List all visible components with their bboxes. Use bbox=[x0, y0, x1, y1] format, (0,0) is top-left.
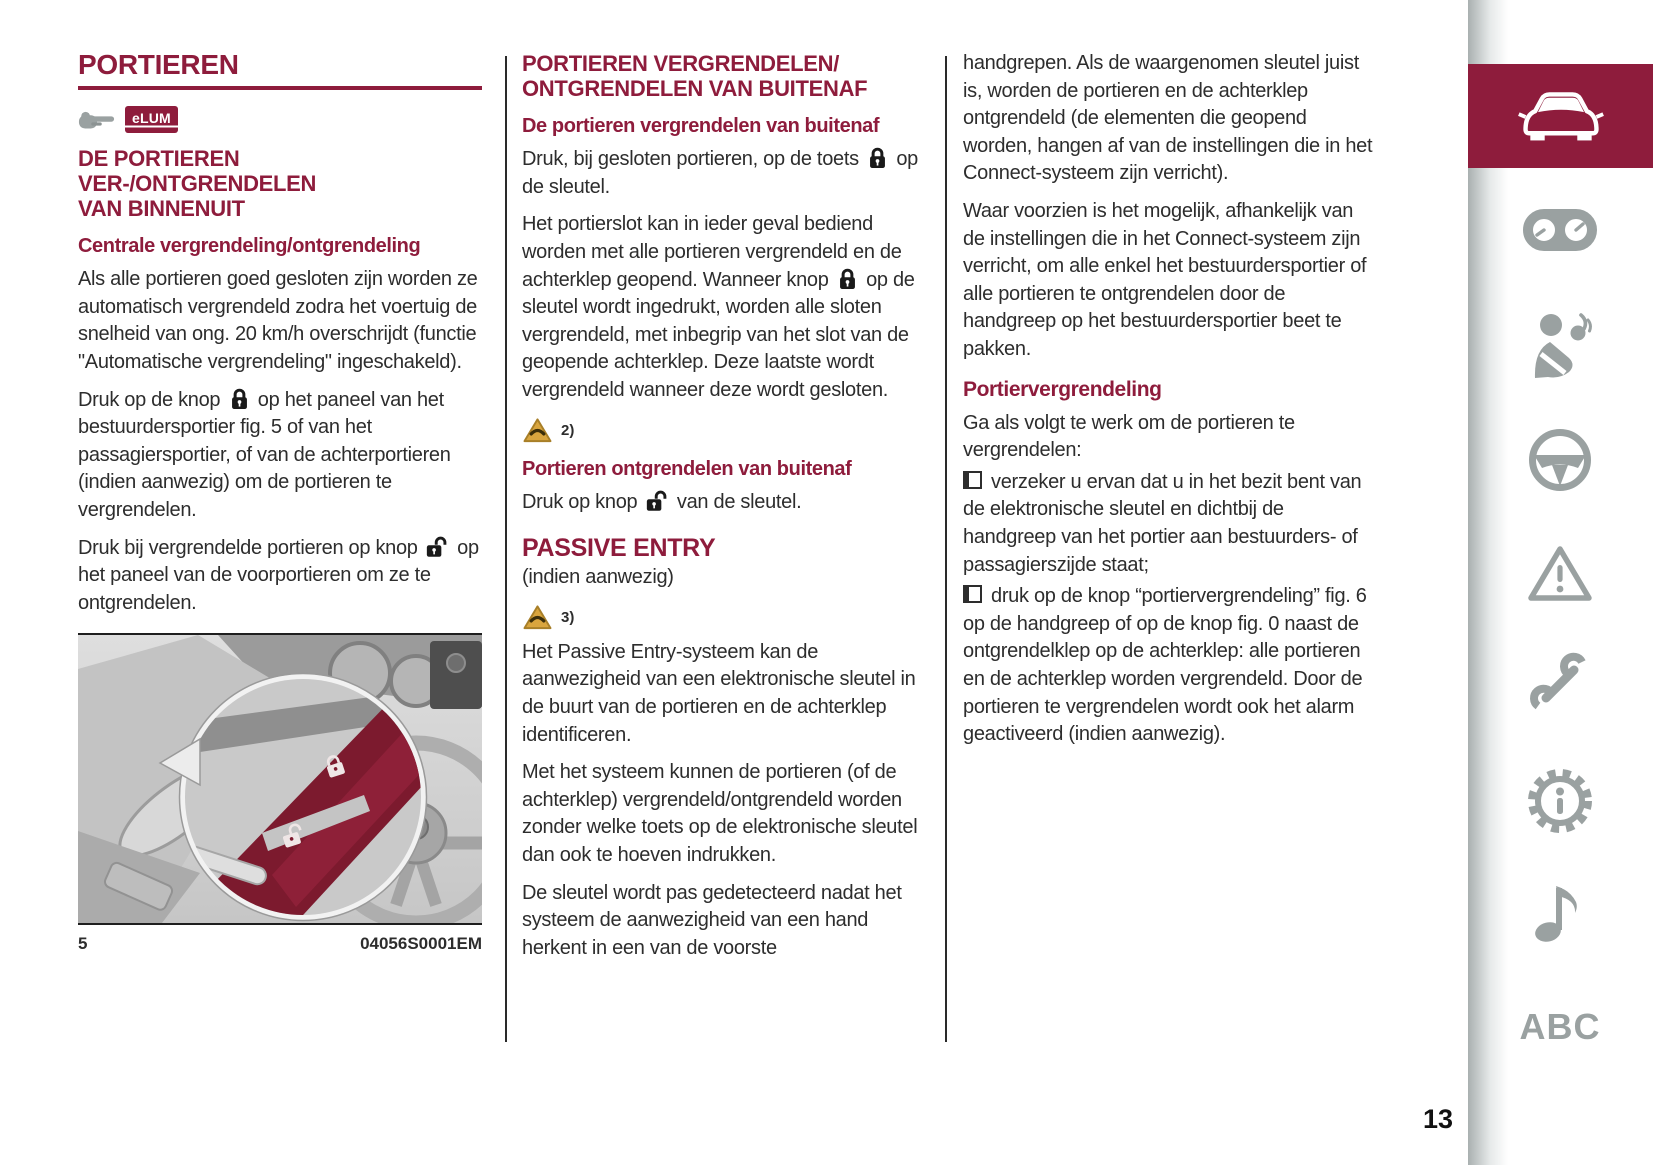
sidebar-item-steering-driving-section[interactable] bbox=[1512, 428, 1608, 492]
sidebar-item-warning-emergency-section[interactable] bbox=[1512, 544, 1608, 604]
paragraph: Druk, bij gesloten portieren, op de toets op de sleutel. bbox=[522, 148, 918, 198]
sidebar-item-airbag-safety-section[interactable] bbox=[1512, 312, 1608, 378]
passive-entry-subtitle: (indien aanwezig) bbox=[522, 566, 674, 589]
paragraph: Als alle portieren goed gesloten zijn worden ze automatisch vergrendeld zodra het voertuig de snelheid van ong. 20 km/h overschrijdt (functie "Automatische vergrendeling" ingeschakeld). bbox=[78, 268, 478, 374]
subheading-vergrendelen-buitenaf: De portieren vergrendelen van buitenaf bbox=[522, 115, 880, 138]
square-bullet-icon bbox=[963, 471, 982, 489]
elum-badge[interactable]: eLUM bbox=[125, 106, 178, 133]
page-title: PORTIEREN bbox=[78, 49, 239, 80]
paragraph: Druk op knop van de sleutel. bbox=[522, 490, 802, 513]
lock-closed-icon bbox=[837, 267, 858, 290]
bullet-item: druk op de knop “portiervergrendeling” fig. 6 op de handgreep of op de knop fig. 0 naast de ontgrendelklep op de achterklep: alle portieren en de achterklep worden vergrendeld. Door de portieren te vergrendelen wordt ook het alarm geactiveerd (indien aanwezig). bbox=[963, 585, 1367, 746]
warning-triangle-outline-icon bbox=[1527, 544, 1593, 604]
paragraph: handgrepen. Als de waargenomen sleutel juist is, worden de portieren en de achterklep ontgrendeld (de elementen die geopend worden, hangen af van de instellingen die in het Connect-systeem zijn verricht). bbox=[963, 52, 1373, 185]
instrument-cluster-icon bbox=[1522, 204, 1598, 256]
figure-5-image bbox=[78, 633, 482, 925]
lock-closed-icon bbox=[229, 387, 250, 410]
steering-wheel-icon bbox=[1528, 428, 1592, 492]
sidebar-item-wrench-maintenance-section[interactable] bbox=[1512, 652, 1608, 716]
sidebar-item-info-technical-data-section[interactable] bbox=[1512, 768, 1608, 834]
paragraph: De sleutel wordt pas gedetecteerd nadat het systeem de aanwezigheid van een hand herkent in een van de voorste bbox=[522, 881, 902, 959]
column-2 bbox=[522, 50, 928, 972]
column-separator bbox=[505, 56, 507, 1042]
square-bullet-icon bbox=[963, 585, 982, 603]
elum-reference bbox=[78, 106, 482, 133]
lock-open-icon bbox=[426, 535, 449, 558]
paragraph: Het portierslot kan in ieder geval bediend worden met alle portieren vergrendeld en de achterklep geopend. Wanneer knop op de sleutel wordt ingedrukt, worden alle sloten vergrendeld, met inbegrip van het slot van de geopende achterklep. Deze laatste wordt vergrendeld wanneer deze wordt gesloten. bbox=[522, 213, 915, 401]
paragraph: Het Passive Entry-systeem kan de aanwezigheid van een elektronische sleutel in de buurt van de portieren en de achterklep identificeren. bbox=[522, 640, 916, 746]
paragraph: Waar voorzien is het mogelijk, afhankelijk van de instellingen die in het Connect-systeem zijn verricht, om alle enkel het bestuurdersportier of alle portieren te ontgrendelen door de handgreep op het bestuurdersportier beet te pakken. bbox=[963, 199, 1367, 360]
warning-note-2 bbox=[522, 417, 928, 444]
airbag-person-icon bbox=[1528, 312, 1592, 378]
wrench-icon bbox=[1528, 652, 1592, 716]
subheading-centrale-vergrendeling: Centrale vergrendeling/ontgrendeling bbox=[78, 235, 421, 258]
warning-triangle-icon bbox=[522, 604, 553, 631]
note-reference: 2) bbox=[561, 421, 575, 439]
title-underline bbox=[78, 86, 482, 90]
note-reference: 3) bbox=[561, 608, 575, 626]
music-note-icon bbox=[1532, 878, 1588, 944]
paragraph: Ga als volgt te werk om de portieren te vergrendelen: bbox=[963, 411, 1295, 462]
sidebar-item-car-section[interactable] bbox=[1468, 64, 1653, 168]
column-1 bbox=[78, 50, 482, 954]
figure-code: 04056S0001EM bbox=[360, 934, 482, 954]
page-number: 13 bbox=[1422, 1104, 1454, 1134]
paragraph: Met het systeem kunnen de portieren (of de achterklep) vergrendeld/ontgrendeld worden zonder welke toets op de elektronische sleutel dan ook te hoeven indrukken. bbox=[522, 761, 918, 866]
subheading-portiervergrendeling: Portiervergrendeling bbox=[963, 377, 1162, 401]
lock-closed-icon bbox=[867, 146, 888, 169]
sidebar-gradient-strip bbox=[1468, 0, 1508, 1165]
sidebar-item-instrument-cluster-section[interactable] bbox=[1512, 204, 1608, 256]
section-heading-binnenuit: DE PORTIEREN VER-/ONTGRENDELEN VAN BINNENUIT bbox=[78, 146, 317, 221]
abc-label: ABC bbox=[1519, 1006, 1601, 1047]
figure-5 bbox=[78, 633, 482, 954]
warning-note-3 bbox=[522, 604, 928, 631]
pointing-hand-icon bbox=[78, 108, 116, 132]
paragraph: Druk op de knop op het paneel van het bestuurdersportier fig. 5 of van het passagiersportier, of van de achterportieren (indien aanwezig) om de portieren te vergrendelen. bbox=[78, 388, 451, 522]
column-3 bbox=[963, 50, 1375, 759]
info-gear-icon bbox=[1527, 768, 1593, 834]
sidebar-item-multimedia-audio-section[interactable] bbox=[1512, 878, 1608, 944]
warning-triangle-icon bbox=[522, 417, 553, 444]
paragraph: Druk bij vergrendelde portieren op knop op het paneel van de voorportieren om ze te ontgrendelen. bbox=[78, 536, 479, 614]
figure-number: 5 bbox=[78, 934, 88, 954]
section-heading-buitenaf: PORTIEREN VERGRENDELEN/ ONTGRENDELEN VAN BUITENAF bbox=[522, 51, 868, 101]
section-heading-passive-entry: PASSIVE ENTRY bbox=[522, 534, 716, 563]
lock-open-icon bbox=[646, 489, 669, 512]
car-icon bbox=[1515, 85, 1607, 147]
bullet-item: verzeker u ervan dat u in het bezit bent van de elektronische sleutel en dichtbij de handgreep van het portier aan bestuurders- of passagierszijde staat; bbox=[963, 470, 1362, 576]
column-separator bbox=[945, 56, 947, 1042]
figure-caption bbox=[78, 934, 482, 954]
sidebar-item-index-section[interactable] bbox=[1500, 1006, 1620, 1048]
subheading-ontgrendelen-buitenaf: Portieren ontgrendelen van buitenaf bbox=[522, 457, 852, 480]
